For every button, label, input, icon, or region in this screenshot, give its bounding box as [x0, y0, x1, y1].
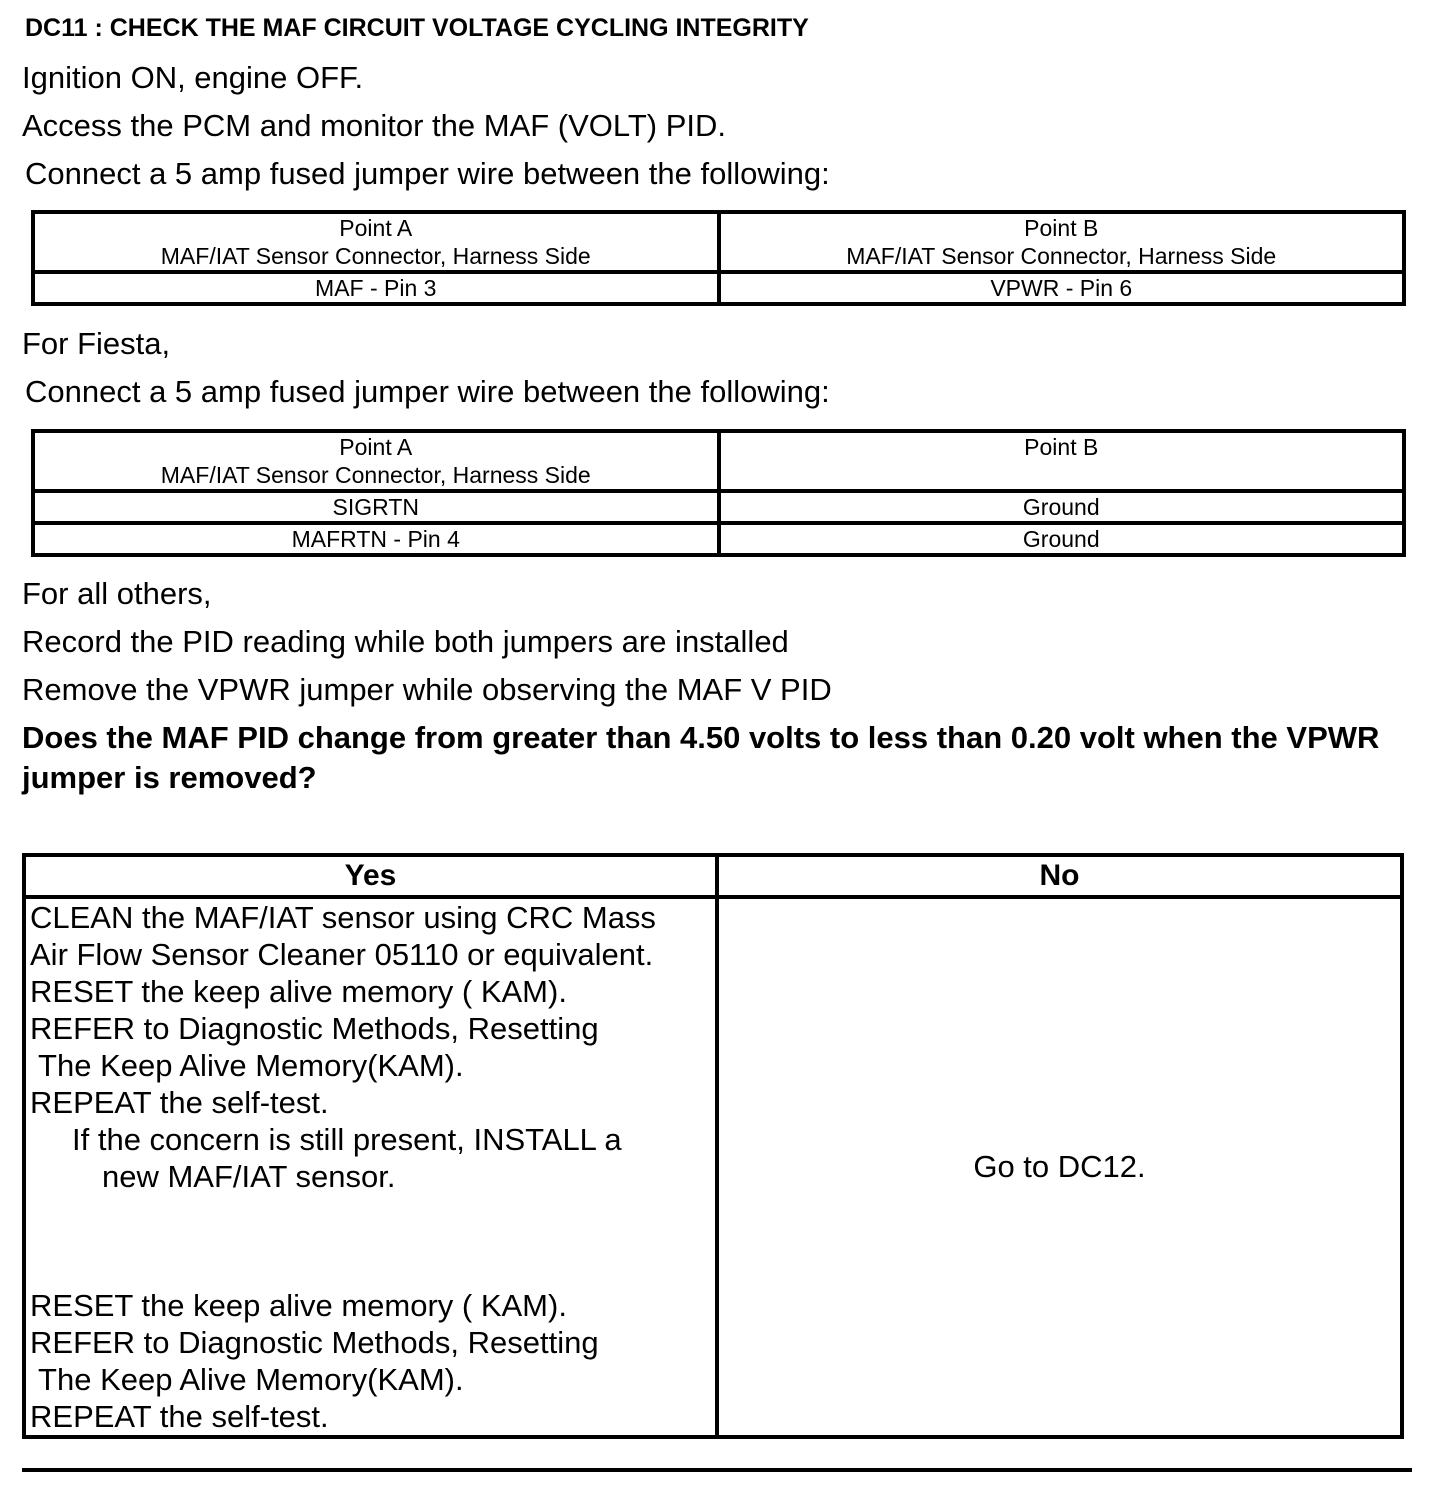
- yes-cell: [24, 897, 717, 1437]
- table-row: [33, 491, 1404, 523]
- page-title: DC11 : CHECK THE MAF CIRCUIT VOLTAGE CYCLING INTEGRITY: [25, 14, 809, 42]
- remove-line: Remove the VPWR jumper while observing the MAF V PID: [22, 672, 832, 707]
- fiesta-label: For Fiesta,: [22, 326, 171, 361]
- step-access-pcm: Access the PCM and monitor the MAF (VOLT) PID.: [22, 108, 727, 143]
- jumper-table-2: [31, 429, 1406, 557]
- table-cell: Ground: [719, 523, 1405, 555]
- table-header-row: [33, 212, 1404, 272]
- yes-line: RESET the keep alive memory ( KAM).: [30, 1288, 567, 1323]
- jumper-table-1: [31, 210, 1406, 306]
- bottom-divider: [22, 1468, 1412, 1472]
- yes-line: REPEAT the self-test.: [30, 1085, 329, 1120]
- step-connect-jumper: Connect a 5 amp fused jumper wire between the following:: [25, 156, 830, 191]
- answer-header-row: [24, 855, 1402, 897]
- record-line: Record the PID reading while both jumpers are installed: [22, 624, 789, 659]
- yes-line: REPEAT the self-test.: [30, 1399, 329, 1434]
- table-cell: Ground: [719, 491, 1405, 523]
- fiesta-connect: Connect a 5 amp fused jumper wire between the following:: [25, 374, 830, 409]
- yes-line: Air Flow Sensor Cleaner 05110 or equivalent.: [30, 937, 654, 972]
- point-a-header: [33, 212, 719, 272]
- yes-line: REFER to Diagnostic Methods, Resetting: [30, 1011, 599, 1046]
- yes-line: The Keep Alive Memory(KAM).: [30, 1048, 464, 1083]
- question: Does the MAF PID change from greater than 4.50 volts to less than 0.20 volt when the VPWR jumper is removed?: [22, 720, 1380, 795]
- step-ignition: Ignition ON, engine OFF.: [22, 60, 364, 95]
- point-a-sub: MAF/IAT Sensor Connector, Harness Side: [160, 243, 591, 269]
- yes-line: CLEAN the MAF/IAT sensor using CRC Mass: [30, 900, 656, 935]
- table-header-row: [33, 431, 1404, 491]
- no-cell: Go to DC12.: [717, 897, 1402, 1437]
- others-label: For all others,: [22, 576, 212, 611]
- point-b-header: [719, 431, 1405, 491]
- yes-line: new MAF/IAT sensor.: [102, 1159, 396, 1194]
- answer-row: [24, 897, 1402, 1437]
- spacer: [30, 1195, 715, 1287]
- yes-line: RESET the keep alive memory ( KAM).: [30, 974, 567, 1009]
- table-cell: VPWR - Pin 6: [719, 272, 1405, 304]
- point-b-header: [719, 212, 1405, 272]
- yes-line: REFER to Diagnostic Methods, Resetting: [30, 1325, 599, 1360]
- table-row: [33, 272, 1404, 304]
- point-b-label: Point B: [1024, 434, 1099, 460]
- yes-header: Yes: [24, 855, 717, 897]
- point-a-header: [33, 431, 719, 491]
- point-a-label: Point A: [339, 434, 413, 460]
- no-header: No: [717, 855, 1402, 897]
- yes-line: If the concern is still present, INSTALL a: [72, 1122, 622, 1157]
- table-cell: SIGRTN: [33, 491, 719, 523]
- answer-table: [22, 853, 1404, 1439]
- table-row: [33, 523, 1404, 555]
- table-cell: MAFRTN - Pin 4: [33, 523, 719, 555]
- point-a-label: Point A: [339, 215, 413, 241]
- table-cell: MAF - Pin 3: [33, 272, 719, 304]
- point-b-label: Point B: [1024, 215, 1099, 241]
- point-a-sub: MAF/IAT Sensor Connector, Harness Side: [160, 462, 591, 488]
- yes-line: The Keep Alive Memory(KAM).: [30, 1362, 464, 1397]
- point-b-sub: MAF/IAT Sensor Connector, Harness Side: [846, 243, 1277, 269]
